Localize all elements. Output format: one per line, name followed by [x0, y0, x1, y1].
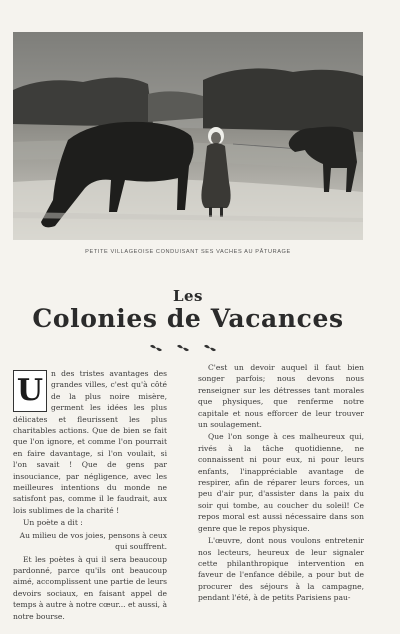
- quote: Au milieu de vos joies, pensons à ceux qui souffrent.: [19, 530, 167, 552]
- article-title-small: Les: [172, 287, 204, 305]
- article-title: Colonies de Vacances: [32, 304, 344, 333]
- drop-cap: U: [13, 370, 47, 412]
- paragraph: Et les poètes à qui il sera beaucoup pardonné, parce qu'ils ont beaucoup aimé, accomplissent une partie de leurs devoirs sociaux, en faisant appel de temps à autre à notre cœur... et aussi, à notre bourse.: [13, 554, 167, 621]
- article-column-right: [198, 362, 364, 634]
- paragraph: C'est un devoir auquel il faut bien songer parfois; nous devons nous renseigner sur les détresses tant morales que physiques, que renferme notre capitale et nous efforcer de leur trouver un soulagement.: [198, 363, 364, 430]
- ornament-icon: [148, 342, 218, 354]
- paragraph: L'œuvre, dont nous voulons entretenir nos lecteurs, heureux de leur signaler cette philanthropique intervention en faveur de l'enfance débile, a pour but de procurer des séjours à la campagne, pendant l'été, à de petits Parisiens pau-: [198, 536, 364, 603]
- photo-caption: PETITE VILLAGEOISE CONDUISANT SES VACHES AU PÂTURAGE: [85, 249, 291, 255]
- paragraph: Que l'on songe à ces malheureux qui, rivés à la tâche quotidienne, ne connaissent ni pour eux, ni pour leurs enfants, l'inappréciable avantage de respirer, afin de réparer leurs forces, un peu d'air pur, d'assister dans la paix du soir qui tombe, au coucher du soleil! Ce repos moral est aussi nécessaire dans son genre que le repos physique.: [198, 432, 364, 533]
- illustration-photo: [13, 32, 363, 240]
- paragraph: n des tristes avantages des grandes villes, c'est qu'à côté de la plus noire misère, germent les idées les plus délicates et fleurissent les plus charitables actions. Que de bien se fait que l'on ignore, et comme l'on pourrait en faire davantage, si l'on voulait, si l'on savait ! Que de gens par insouciance, par négligence, avec les meilleures intentions du monde ne satisfont pas, comme il le faudrait, aux lois sublimes de la charité !: [13, 369, 167, 515]
- paragraph: Un poète a dit :: [23, 518, 83, 528]
- article-column-left: [13, 368, 167, 634]
